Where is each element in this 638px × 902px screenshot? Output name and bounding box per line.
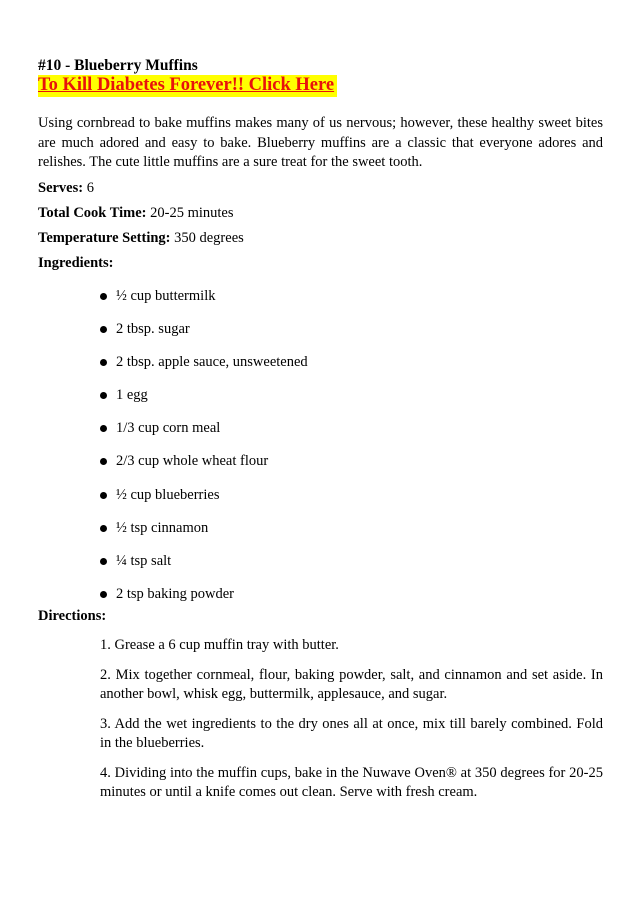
ingredient-item (100, 486, 603, 505)
serves-label: Serves: (38, 179, 84, 196)
ingredient-item (100, 585, 603, 604)
ingredient-item (100, 287, 603, 306)
ingredient-item (100, 320, 603, 339)
ingredient-text: ¼ tsp salt (116, 553, 172, 569)
recipe-intro: Using cornbread to bake muffins makes many of us nervous; however, these healthy sweet bites are much adored and easy to bake. Blueberry muffins are a classic that everyone adores and relishes. The cute little muffins are a sure treat for the sweet tooth. (38, 115, 603, 170)
cook-time-value: 20-25 minutes (150, 204, 234, 221)
bullet-icon (100, 525, 107, 532)
bullet-icon (100, 458, 107, 465)
promo-link[interactable]: To Kill Diabetes Forever!! Click Here (38, 75, 337, 97)
bullet-icon (100, 425, 107, 432)
ingredient-item (100, 452, 603, 471)
ingredient-text: ½ cup blueberries (116, 486, 220, 503)
ingredient-text: 2 tbsp. sugar (116, 320, 190, 337)
bullet-icon (100, 293, 107, 300)
cook-time-label: Total Cook Time: (38, 204, 147, 221)
direction-step: 3. Add the wet ingredients to the dry ones all at once, mix till barely combined. Fold in the blueberries. (100, 716, 603, 752)
direction-step: 1. Grease a 6 cup muffin tray with butter. (100, 637, 339, 654)
ingredient-text: ½ tsp cinnamon (116, 519, 209, 536)
ingredient-text: 1/3 cup corn meal (116, 420, 221, 437)
ingredient-item (100, 353, 603, 372)
directions-list (38, 636, 603, 802)
serves-row (38, 179, 603, 198)
bullet-icon (100, 591, 107, 598)
direction-step: 2. Mix together cornmeal, flour, baking powder, salt, and cinnamon and set aside. In another bowl, whisk egg, buttermilk, applesauce, and sugar. (100, 667, 603, 703)
ingredient-item (100, 386, 603, 405)
serves-value: 6 (86, 179, 94, 196)
temperature-label: Temperature Setting: (38, 229, 171, 246)
cook-time-row (38, 204, 603, 223)
ingredient-item (100, 519, 603, 538)
ingredient-text: ½ cup buttermilk (116, 287, 216, 304)
ingredient-text: 1 egg (116, 387, 148, 404)
temperature-row (38, 229, 603, 248)
recipe-title: #10 - Blueberry Muffins (38, 57, 198, 74)
direction-step: 4. Dividing into the muffin cups, bake in the Nuwave Oven® at 350 degrees for 20-25 minutes or until a knife comes out clean. Serve with fresh cream. (100, 765, 603, 801)
ingredients-heading: Ingredients: (38, 254, 114, 271)
ingredients-list (38, 287, 603, 605)
temperature-value: 350 degrees (174, 229, 244, 246)
ingredient-item (100, 419, 603, 438)
bullet-icon (100, 392, 107, 399)
ingredient-text: 2 tsp baking powder (116, 586, 234, 603)
ingredient-item (100, 552, 603, 571)
directions-heading: Directions: (38, 608, 107, 625)
recipe-page (38, 56, 603, 813)
bullet-icon (100, 558, 107, 565)
bullet-icon (100, 326, 107, 333)
ingredient-text: 2/3 cup whole wheat flour (116, 453, 269, 470)
bullet-icon (100, 359, 107, 366)
ingredient-text: 2 tbsp. apple sauce, unsweetened (116, 353, 308, 370)
bullet-icon (100, 492, 107, 499)
